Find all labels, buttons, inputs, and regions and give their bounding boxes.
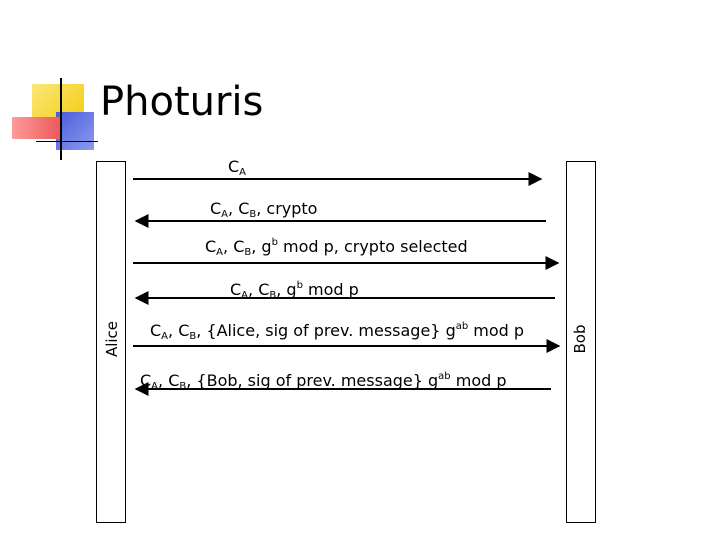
message-label-3 (205, 233, 468, 263)
message-3-part-6: b (271, 237, 278, 248)
message-2-part-4: B (249, 209, 257, 220)
message-5-part-5: , {Alice, sig of prev. message} g (196, 321, 456, 340)
message-label-1 (228, 157, 246, 183)
message-4-part-7: mod p (302, 280, 359, 299)
message-1-part-2: A (239, 167, 247, 178)
message-1-part-1: C (228, 157, 240, 176)
bob-label: Bob (571, 324, 589, 354)
message-6-part-4: B (179, 381, 187, 392)
message-3-part-1: C (205, 237, 217, 256)
message-5-part-7: mod p (468, 321, 525, 340)
message-5-part-6: ab (455, 321, 469, 332)
message-5-part-1: C (150, 321, 162, 340)
message-5-part-3: , C (168, 321, 190, 340)
message-4-part-6: b (296, 280, 303, 291)
message-4-part-5: , g (276, 280, 297, 299)
message-6-part-5: , {Bob, sig of prev. message} g (186, 371, 439, 390)
message-6-part-2: A (151, 381, 159, 392)
message-5-part-4: B (189, 331, 197, 342)
message-3-part-2: A (216, 247, 224, 258)
message-6-part-1: C (140, 371, 152, 390)
message-3-part-4: B (244, 247, 252, 258)
message-label-4 (230, 276, 359, 306)
message-4-part-4: B (269, 290, 277, 301)
message-4-part-1: C (230, 280, 242, 299)
message-label-6 (140, 367, 507, 397)
slide-title: Photuris (100, 79, 264, 125)
message-label-2 (210, 199, 317, 225)
message-2-part-3: , C (228, 199, 250, 218)
message-4-part-2: A (241, 290, 249, 301)
message-label-5 (150, 317, 524, 347)
message-3-part-5: , g (251, 237, 272, 256)
message-2-part-2: A (221, 209, 229, 220)
message-2-part-1: C (210, 199, 222, 218)
message-6-part-7: mod p (450, 371, 507, 390)
message-6-part-3: , C (158, 371, 180, 390)
message-4-part-3: , C (248, 280, 270, 299)
message-2-part-5: , crypto (256, 199, 318, 218)
message-3-part-3: , C (223, 237, 245, 256)
message-6-part-6: ab (438, 371, 451, 382)
message-3-part-7: mod p, crypto selected (277, 237, 468, 256)
alice-label: Alice (103, 320, 121, 358)
message-5-part-2: A (161, 331, 169, 342)
